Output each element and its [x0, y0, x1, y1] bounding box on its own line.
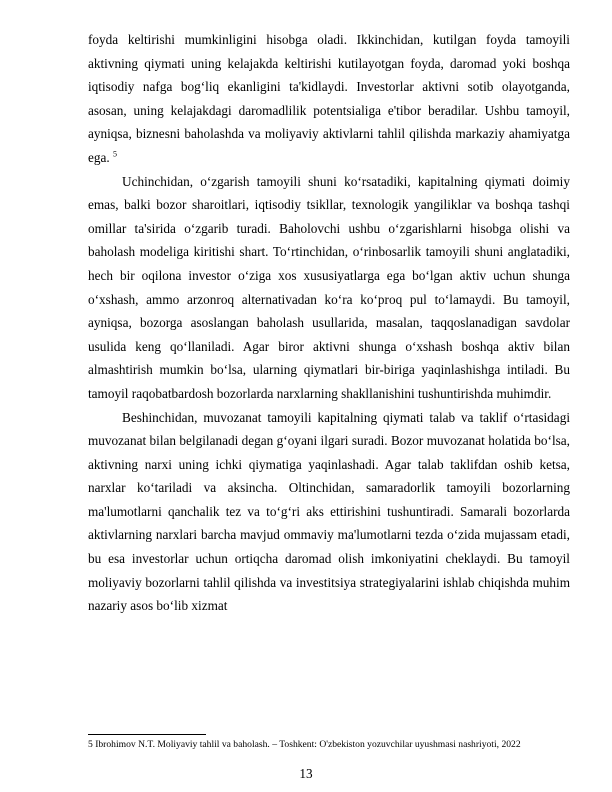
footnote-text: 5 Ibrohimov N.T. Moliyaviy tahlil va baholash. – Toshkent: O'zbekiston yozuvchilar uyushmasi nashriyoti, 2022 [88, 739, 521, 750]
footnote-reference: 5 [113, 149, 118, 159]
page-number: 13 [299, 766, 313, 781]
page-body [88, 28, 570, 618]
paragraph-1-text: foyda keltirishi mumkinligini hisobga oladi. Ikkinchidan, kutilgan foyda tamoyili aktivning qiymati uning kelajakda keltirishi kutilayotgan foyda, daromad yoki boshqa iqtisodiy nafga bog‘liq ekanligini ta'kidlaydi. Investorlar aktivni sotib olayotganda, asosan, uning kelajakdagi daromadlilik potentsialiga e'tibor beradilar. Ushbu tamoyil, ayniqsa, biznesni baholashda va moliyaviy aktivlarni tahlil qilishda markaziy ahamiyatga ega. [88, 32, 570, 165]
paragraph-1 [88, 28, 570, 170]
paragraph-2: Uchinchidan, o‘zgarish tamoyili shuni ko‘rsatadiki, kapitalning qiymati doimiy emas, balki bozor sharoitlari, iqtisodiy tsikllar, texnologik yangiliklar va boshqa tashqi omillar ta'sirida o‘zgarib turadi. Baholovchi ushbu o‘zgarishlarni hisobga olishi va baholash modeliga kiritishi shart. To‘rtinchidan, o‘rinbosarlik tamoyili shuni anglatadiki, hech bir oqilona investor o‘ziga xos xususiyatlarga ega bo‘lgan aktiv uchun shunga o‘xshash, ammo arzonroq alternativadan ko‘ra ko‘proq pul to‘lamaydi. Bu tamoyil, ayniqsa, bozorga asoslangan baholash usullarida, masalan, taqqoslanadigan savdolar usulida keng qo‘llaniladi. Agar biror aktivni shunga o‘xshash boshqa aktiv bilan almashtirish mumkin bo‘lsa, ularning qiymatlari bir-biriga yaqinlashishga intiladi. Bu tamoyil raqobatbardosh bozorlarda narxlarning shakllanishini tushuntirishda muhimdir. [88, 173, 570, 401]
footnote-separator [88, 734, 206, 735]
paragraph-3: Beshinchidan, muvozanat tamoyili kapitalning qiymati talab va taklif o‘rtasidagi muvozanat bilan belgilanadi degan g‘oyani ilgari suradi. Bozor muvozanat holatida bo‘lsa, aktivning narxi uning ichki qiymatiga yaqinlashadi. Agar talab taklifdan oshib ketsa, narxlar ko‘tariladi va aksincha. Oltinchidan, samaradorlik tamoyili bozorlarning ma'lumotlarni qanchalik tez va to‘g‘ri aks ettirishini tushuntiradi. Samarali bozorlarda aktivlarning narxlari barcha mavjud ommaviy ma'lumotlarni tezda o‘zida mujassam etadi, bu esa investorlar uchun ortiqcha daromad olish imkoniyatini cheklaydi. Bu tamoyil moliyaviy bozorlarni tahlil qilishda va investitsiya strategiyalarini ishlab chiqishda muhim nazariy asos bo‘lib xizmat [88, 409, 570, 614]
